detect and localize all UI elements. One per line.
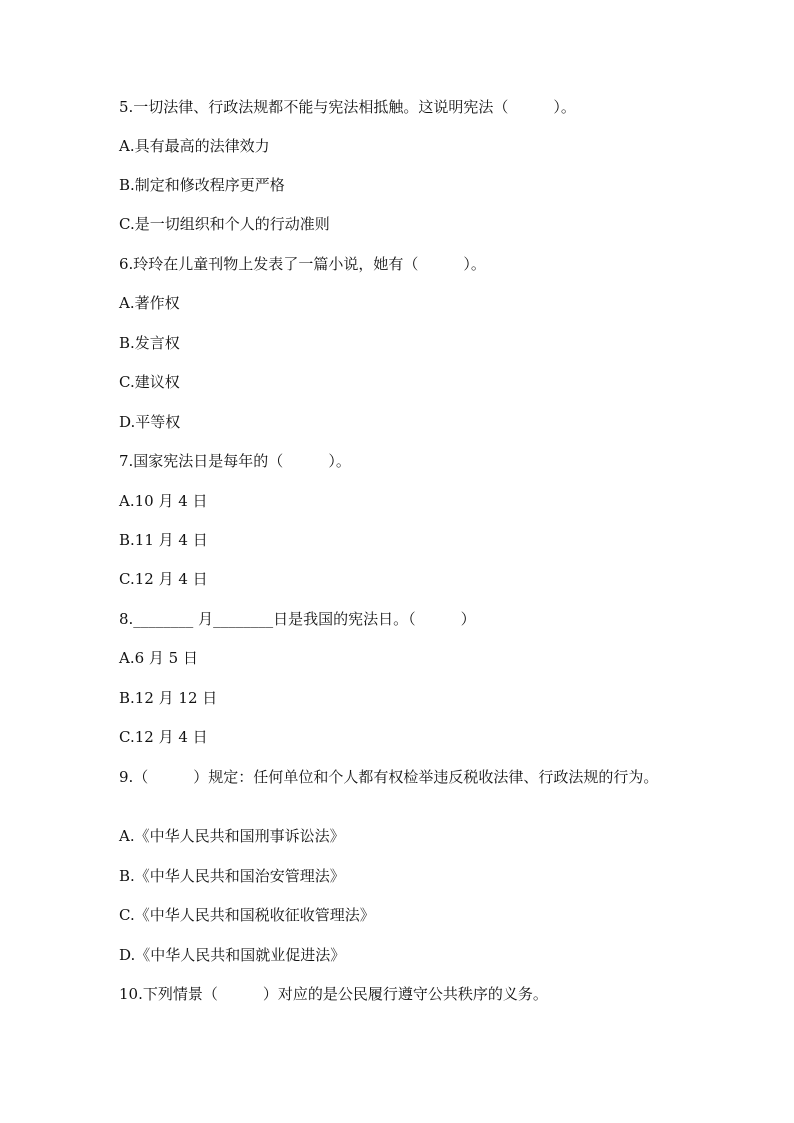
question-7-option-a: A.10 月 4 日 <box>119 492 208 510</box>
question-5-option-b: B.制定和修改程序更严格 <box>119 176 285 194</box>
question-7-option-b: B.11 月 4 日 <box>119 531 208 549</box>
question-8-stem: 8.________ 月________日是我国的宪法日。（ ） <box>119 610 476 628</box>
question-8-option-a: A.6 月 5 日 <box>119 649 198 667</box>
question-9-stem: 9.（ ）规定：任何单位和个人都有权检举违反税收法律、行政法规的行为。 <box>119 768 659 786</box>
question-9-option-c: C.《中华人民共和国税收征收管理法》 <box>119 906 375 924</box>
question-6-stem: 6.玲玲在儿童刊物上发表了一篇小说，她有（ ）。 <box>119 255 486 273</box>
question-6-option-d: D.平等权 <box>119 413 181 431</box>
question-8-option-c: C.12 月 4 日 <box>119 728 208 746</box>
question-6-option-a: A.著作权 <box>119 294 180 312</box>
question-9-option-a: A.《中华人民共和国刑事诉讼法》 <box>119 827 345 845</box>
question-8-option-b: B.12 月 12 日 <box>119 689 218 707</box>
question-10-stem: 10.下列情景（ ）对应的是公民履行遵守公共秩序的义务。 <box>119 985 548 1003</box>
question-5-option-a: A.具有最高的法律效力 <box>119 137 270 155</box>
question-5-option-c: C.是一切组织和个人的行动准则 <box>119 215 330 233</box>
question-7-stem: 7.国家宪法日是每年的（ ）。 <box>119 452 351 470</box>
question-7-option-c: C.12 月 4 日 <box>119 570 208 588</box>
question-9-option-b: B.《中华人民共和国治安管理法》 <box>119 867 345 885</box>
question-6-option-c: C.建议权 <box>119 373 180 391</box>
question-6-option-b: B.发言权 <box>119 334 180 352</box>
question-5-stem: 5.一切法律、行政法规都不能与宪法相抵触。这说明宪法（ ）。 <box>119 98 576 116</box>
question-9-option-d: D.《中华人民共和国就业促进法》 <box>119 946 346 964</box>
